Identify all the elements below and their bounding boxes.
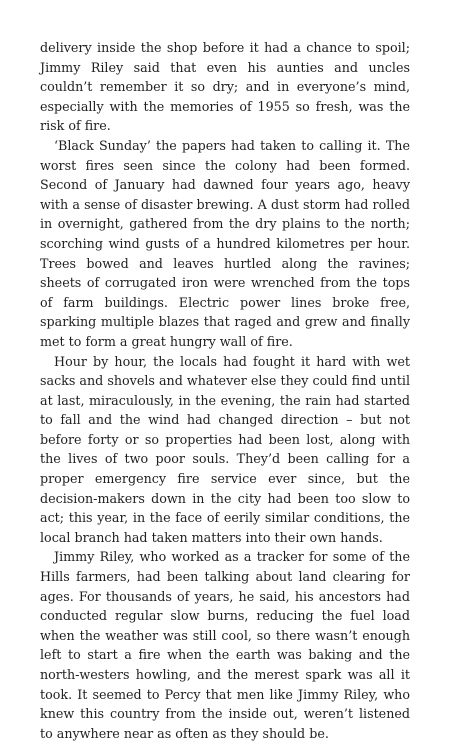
paragraph-2: ‘Black Sunday’ the papers had taken to calling it. The worst fires seen since the colony had been formed. Second of January had dawned four years ago, heavy with a sense of disaster brewing. A dust storm had rolled in overnight, gathered from the dry plains to the north; scorching wind gusts of a hundred kilometres per hour. Trees bowed and leaves hurtled along the ravines; sheets of corrugated iron were wrenched from the tops of farm buildings. Electric power lines broke free, sparking multiple blazes that raged and grew and finally met to form a great hungry wall of fire.	[40, 137, 410, 349]
paragraph-4: Jimmy Riley, who worked as a tracker for some of the Hills farmers, had been talking about land clearing for ages. For thousands of years, he said, his ancestors had conducted regular slow burns, reducing the fuel load when the weather was still cool, so there wasn’t enough left to start a fire when the earth was baking and the north-westers howling, and the merest spark was all it took. It seemed to Percy that men like Jimmy Riley, who knew this country from the inside out, weren’t listened to anywhere near as often as they should be.	[40, 549, 410, 741]
paragraph-1: delivery inside the shop before it had a chance to spoil; Jimmy Riley said that even his aunties and uncles couldn’t remember it so dry; and in everyone’s mind, especially with the memories of 1955 so fresh, was the risk of fire.	[40, 40, 410, 134]
page-body	[40, 38, 410, 743]
paragraph-3: Hour by hour, the locals had fought it hard with wet sacks and shovels and whatever else they could find until at last, miraculously, in the evening, the rain had started to fall and the wind had changed direction – but not before forty or so properties had been lost, along with the lives of two poor souls. They’d been calling for a proper emergency fire service ever since, but the decision-makers down in the city had been too slow to act; this year, in the face of eerily similar conditions, the local branch had taken matters into their own hands.	[40, 353, 410, 545]
